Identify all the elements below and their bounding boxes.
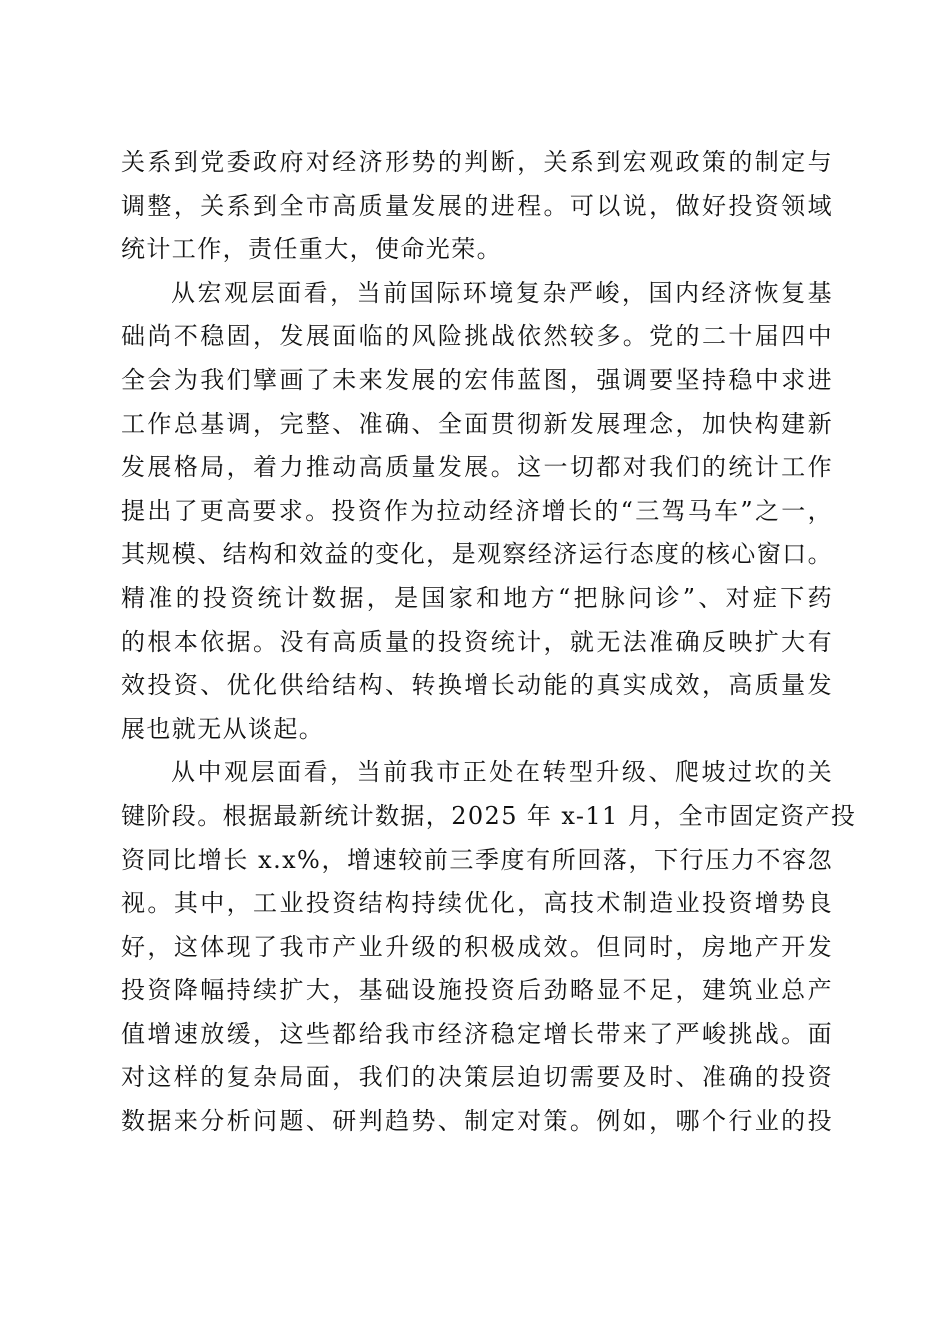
text-line: 值增速放缓，这些都给我市经济稳定增长带来了严峻挑战。面 [121, 1019, 833, 1048]
text-line: 发展格局，着力推动高质量发展。这一切都对我们的统计工作 [121, 453, 833, 482]
body-text [121, 141, 857, 1144]
text-line: 其规模、结构和效益的变化，是观察经济运行态度的核心窗口。 [121, 540, 833, 569]
text-line: 键阶段。根据最新统计数据，2025 年 x-11 月，全市固定资产投 [121, 801, 857, 830]
text-line: 调整，关系到全市高质量发展的进程。可以说，做好投资领域 [121, 191, 833, 220]
text-line: 对这样的复杂局面，我们的决策层迫切需要及时、准确的投资 [121, 1063, 833, 1092]
text-line: 投资降幅持续扩大，基础设施投资后劲略显不足，建筑业总产 [121, 976, 833, 1005]
text-line: 资同比增长 x.x%，增速较前三季度有所回落，下行压力不容忽 [121, 845, 833, 874]
text-line: 提出了更高要求。投资作为拉动经济增长的“三驾马车”之一， [121, 496, 833, 525]
text-line: 视。其中，工业投资结构持续优化，高技术制造业投资增势良 [121, 889, 833, 918]
text-line: 精准的投资统计数据，是国家和地方“把脉问诊”、对症下药 [121, 583, 833, 612]
text-line: 统计工作，责任重大，使命光荣。 [121, 235, 502, 264]
text-line: 关系到党委政府对经济形势的判断，关系到宏观政策的制定与 [121, 148, 833, 176]
text-line: 从宏观层面看，当前国际环境复杂严峻，国内经济恢复基 [171, 278, 833, 307]
text-line: 好，这体现了我市产业升级的积极成效。但同时，房地产开发 [121, 932, 833, 961]
text-line: 的根本依据。没有高质量的投资统计，就无法准确反映扩大有 [121, 627, 833, 656]
text-line: 展也就无从谈起。 [121, 714, 325, 743]
text-line: 从中观层面看，当前我市正处在转型升级、爬坡过坎的关 [171, 758, 833, 787]
text-line: 数据来分析问题、研判趋势、制定对策。例如，哪个行业的投 [121, 1107, 833, 1136]
text-line: 全会为我们擘画了未来发展的宏伟蓝图，强调要坚持稳中求进 [121, 365, 833, 394]
text-line: 工作总基调，完整、准确、全面贯彻新发展理念，加快构建新 [121, 409, 833, 438]
text-line: 效投资、优化供给结构、转换增长动能的真实成效，高质量发 [121, 671, 833, 700]
text-line: 础尚不稳固，发展面临的风险挑战依然较多。党的二十届四中 [121, 322, 833, 351]
